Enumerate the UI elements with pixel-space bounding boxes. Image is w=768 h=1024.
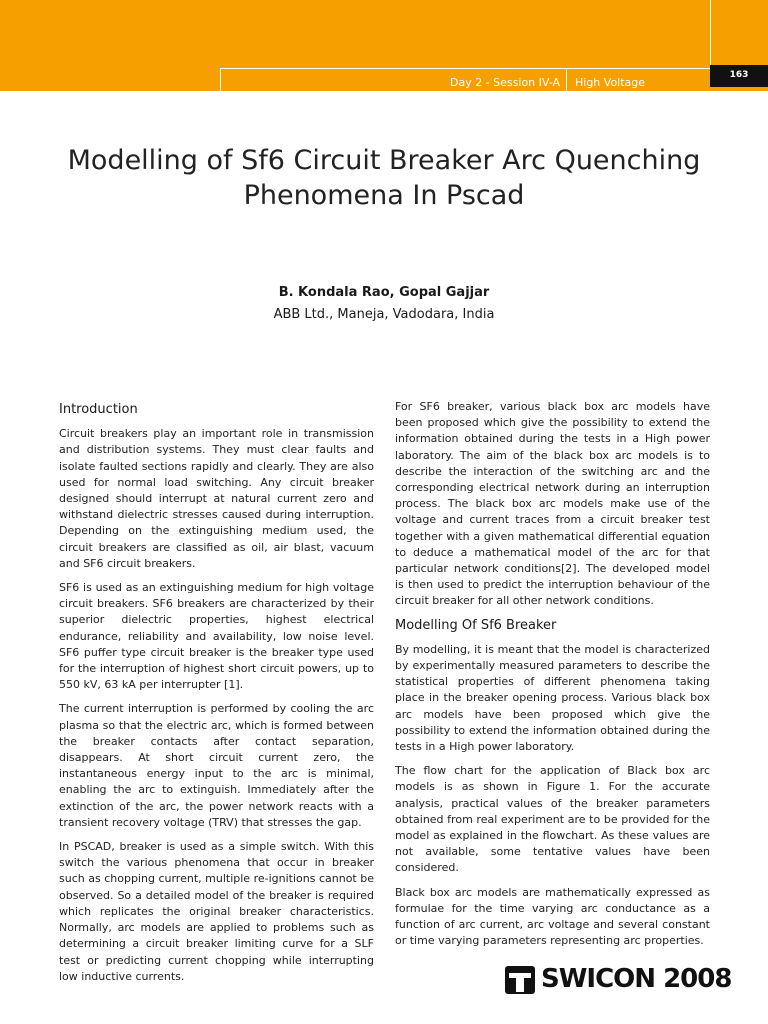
session-label: Day 2 - Session IV-A (450, 76, 561, 89)
paragraph: SF6 is used as an extinguishing medium for high voltage circuit breakers. SF6 breakers are characterized by their superior dielectric properties, highest electrical endurance, reliability and availability, low noise level. SF6 puffer type circuit breaker is the breaker type used for the interruption of highest short circuit powers, up to 550 kV, 63 kA per interrupter [1]. (59, 581, 374, 692)
swicon-logo-text: SWICON 2008 (541, 964, 732, 994)
paragraph: In PSCAD, breaker is used as a simple switch. With this switch the various phenomena that occur in breaker such as chopping current, multiple re-ignitions cannot be observed. So a detailed model of the breaker is required which replicates the original breaker characteristics. Normally, arc models are applied to problems such as determining a circuit breaker limiting curve for a SLF test or predicting current chopping while interrupting low inductive currents. (59, 840, 374, 983)
paragraph: By modelling, it is meant that the model is characterized by experimentally measured parameters to describe the statistical properties of different phenomena taking place in the breaker opening process. Various black box arc models have been proposed which give the possibility to extend the information obtained during the tests in a High power laboratory. (395, 642, 710, 754)
swicon-t-logo-icon (505, 966, 535, 994)
authors: B. Kondala Rao, Gopal Gajjar (278, 285, 490, 300)
header-rule (220, 68, 710, 69)
paragraph: Circuit breakers play an important role in transmission and distribution systems. They must clear faults and isolate faulted sections rapidly and clearly. They are also used for normal load switching. Any circuit breaker designed should interrupt at natural current zero and withstand dielectric stresses caused during interruption. Depending on the extinguishing medium used, the circuit breakers are classified as oil, air blast, vacuum and SF6 circuit breakers. (59, 427, 374, 570)
section-heading-modelling: Modelling Of Sf6 Breaker (395, 617, 557, 633)
header-divider (566, 68, 567, 91)
topic-label: High Voltage (575, 76, 646, 89)
affiliation: ABB Ltd., Maneja, Vadodara, India (273, 307, 495, 322)
header-bar (0, 0, 768, 91)
header-divider (710, 0, 711, 65)
section-heading-introduction: Introduction (59, 402, 138, 417)
swicon-logo (505, 964, 732, 998)
paragraph: The current interruption is performed by cooling the arc plasma so that the electric arc, which is formed between the breaker contacts after contact separation, disappears. At short circuit current zero, the instantaneous energy input to the arc is minimal, enabling the arc to extinguish. Immediately after the extinction of the arc, the power network reacts with a transient recovery voltage (TRV) that stresses the gap. (59, 702, 374, 829)
page-number: 163 (729, 70, 749, 80)
title-line-1: Modelling of Sf6 Circuit Breaker Arc Quenching (67, 145, 701, 176)
paper-title (40, 143, 728, 213)
right-column (395, 399, 710, 958)
title-line-2: Phenomena In Pscad (243, 180, 525, 211)
page-number-box (710, 65, 768, 87)
paragraph: For SF6 breaker, various black box arc models have been proposed which give the possibility to extend the information obtained during the tests in a High power laboratory. The aim of the black box arc models is to describe the interaction of the switching arc and the corresponding electrical network during an interruption process. The black box arc models make use of the voltage and current traces from a circuit breaker test together with a given mathematical differential equation to deduce a mathematical model of the arc for that particular network conditions[2]. The developed model is then used to predict the interruption behaviour of the circuit breaker for all other network conditions. (395, 400, 710, 608)
header-divider (220, 68, 221, 91)
paragraph: Black box arc models are mathematically expressed as formulae for the time varying arc conductance as a function of arc current, arc voltage and several constant or time varying parameters representing arc properties. (395, 885, 710, 948)
paragraph: The flow chart for the application of Black box arc models is as shown in Figure 1. For the accurate analysis, practical values of the breaker parameters obtained from real experiment are to be provided for the model as explained in the flowchart. As these values are not available, some tentative values have been considered. (395, 764, 710, 875)
left-column (59, 402, 374, 993)
